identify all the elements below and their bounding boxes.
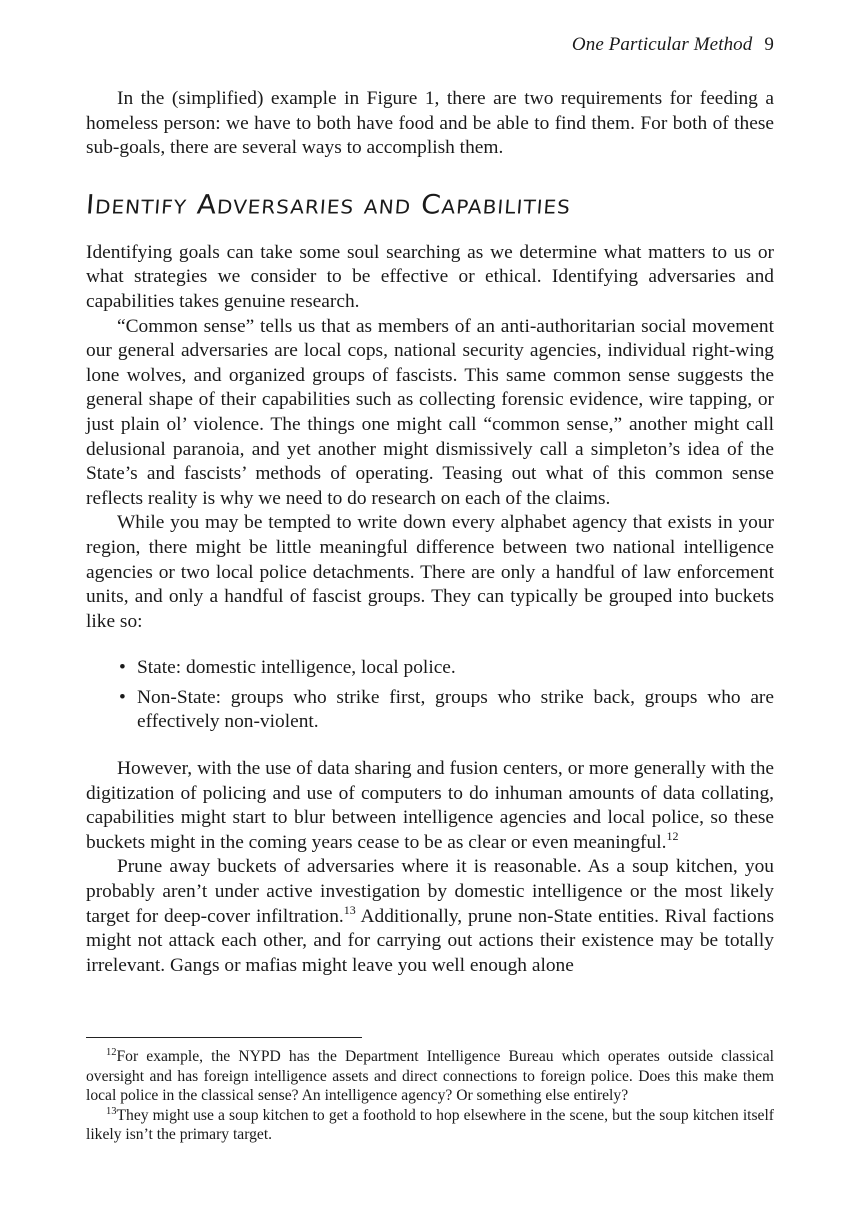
bullet-glyph: • xyxy=(119,686,126,708)
paragraph-text: Additionally, prune non-State entities. Rival factions might not attack each other, and for carrying out actions their existence may be totally irrelevant. Gangs or mafias might leave you well enough alone xyxy=(86,905,774,976)
body-text xyxy=(86,87,774,978)
footnote-13 xyxy=(86,1106,774,1145)
footnote-rule xyxy=(86,1037,362,1038)
paragraph-alphabet-agency: While you may be tempted to write down every alphabet agency that exists in your region, there might be little meaningful difference between two national intelligence agencies or two local police detachments. There are only a handful of law enforcement units, and only a handful of fascist groups. They can typically be grouped into buckets like so: xyxy=(86,512,774,632)
paragraph-data-sharing xyxy=(86,757,774,855)
footnote-ref-13[interactable]: 13 xyxy=(343,902,356,917)
footnote-text: They might use a soup kitchen to get a foothold to hop elsewhere in the scene, but the soup kitchen itself likely isn’t the primary target. xyxy=(86,1106,774,1144)
bucket-list xyxy=(86,656,774,735)
paragraph-prune xyxy=(86,855,774,978)
paragraph-common-sense: “Common sense” tells us that as members of an anti-authoritarian social movement our general adversaries are local cops, national security agencies, individual right-wing lone wolves, and organized groups of fascists. This same common sense suggests the general shape of their capabilities such as collecting forensic evidence, wire tapping, or just plain ol’ violence. The things one might call “common sense,” another might call delusional paranoia, and yet another might dismissively call a simpleton’s idea of the State’s and fascists’ methods of operating. Teasing out what of this common sense reflects reality is why we need to do research on each of the claims. xyxy=(86,315,774,509)
footnote-mark: 12 xyxy=(106,1047,117,1058)
footnote-ref-12[interactable]: 12 xyxy=(666,828,679,843)
footnote-mark: 13 xyxy=(106,1105,117,1117)
intro-paragraph: In the (simplified) example in Figure 1, there are two requirements for feeding a homeless person: we have to both have food and be able to find them. For both of these sub-goals, there are several ways to accomplish them. xyxy=(86,88,774,159)
list-item xyxy=(119,656,774,681)
list-item-text: Non-State: groups who strike first, groups who strike back, groups who are effectively non-violent. xyxy=(137,686,774,733)
running-head-title: One Particular Method xyxy=(571,34,753,55)
paragraph-text: Prune away buckets of adversaries where it is reasonable. As a soup kitchen, you probably aren’t under active investigation by domestic intelligence or the most likely target for deep-cover infiltration. xyxy=(86,856,774,927)
book-page xyxy=(86,0,774,1222)
paragraph-identifying-goals: Identifying goals can take some soul searching as we determine what matters to us or what strategies we consider to be effective or ethical. Identifying adversaries and capabilities takes genuine research. xyxy=(86,241,774,312)
section-heading: Identify Adversaries and Capabilities xyxy=(84,188,573,220)
bullet-glyph: • xyxy=(119,657,126,679)
footnote-12 xyxy=(86,1047,774,1106)
running-head xyxy=(572,34,774,56)
footnote-text: For example, the NYPD has the Department Intelligence Bureau which operates outside classical oversight and has foreign intelligence assets and direct connections to foreign police. Does this make them local police in the classical sense? An intelligence agency? Or something else entirely? xyxy=(86,1048,774,1105)
list-item xyxy=(119,686,774,735)
list-item-text: State: domestic intelligence, local police. xyxy=(137,657,456,679)
footnotes xyxy=(86,1037,774,1145)
page-number: 9 xyxy=(764,34,774,55)
paragraph-text: However, with the use of data sharing and fusion centers, or more generally with the digitization of policing and use of computers to do inhuman amounts of data collating, capabilities might start to blur between intelligence agencies and local police, so these buckets might in the coming years cease to be as clear or even meaningful. xyxy=(86,758,774,853)
